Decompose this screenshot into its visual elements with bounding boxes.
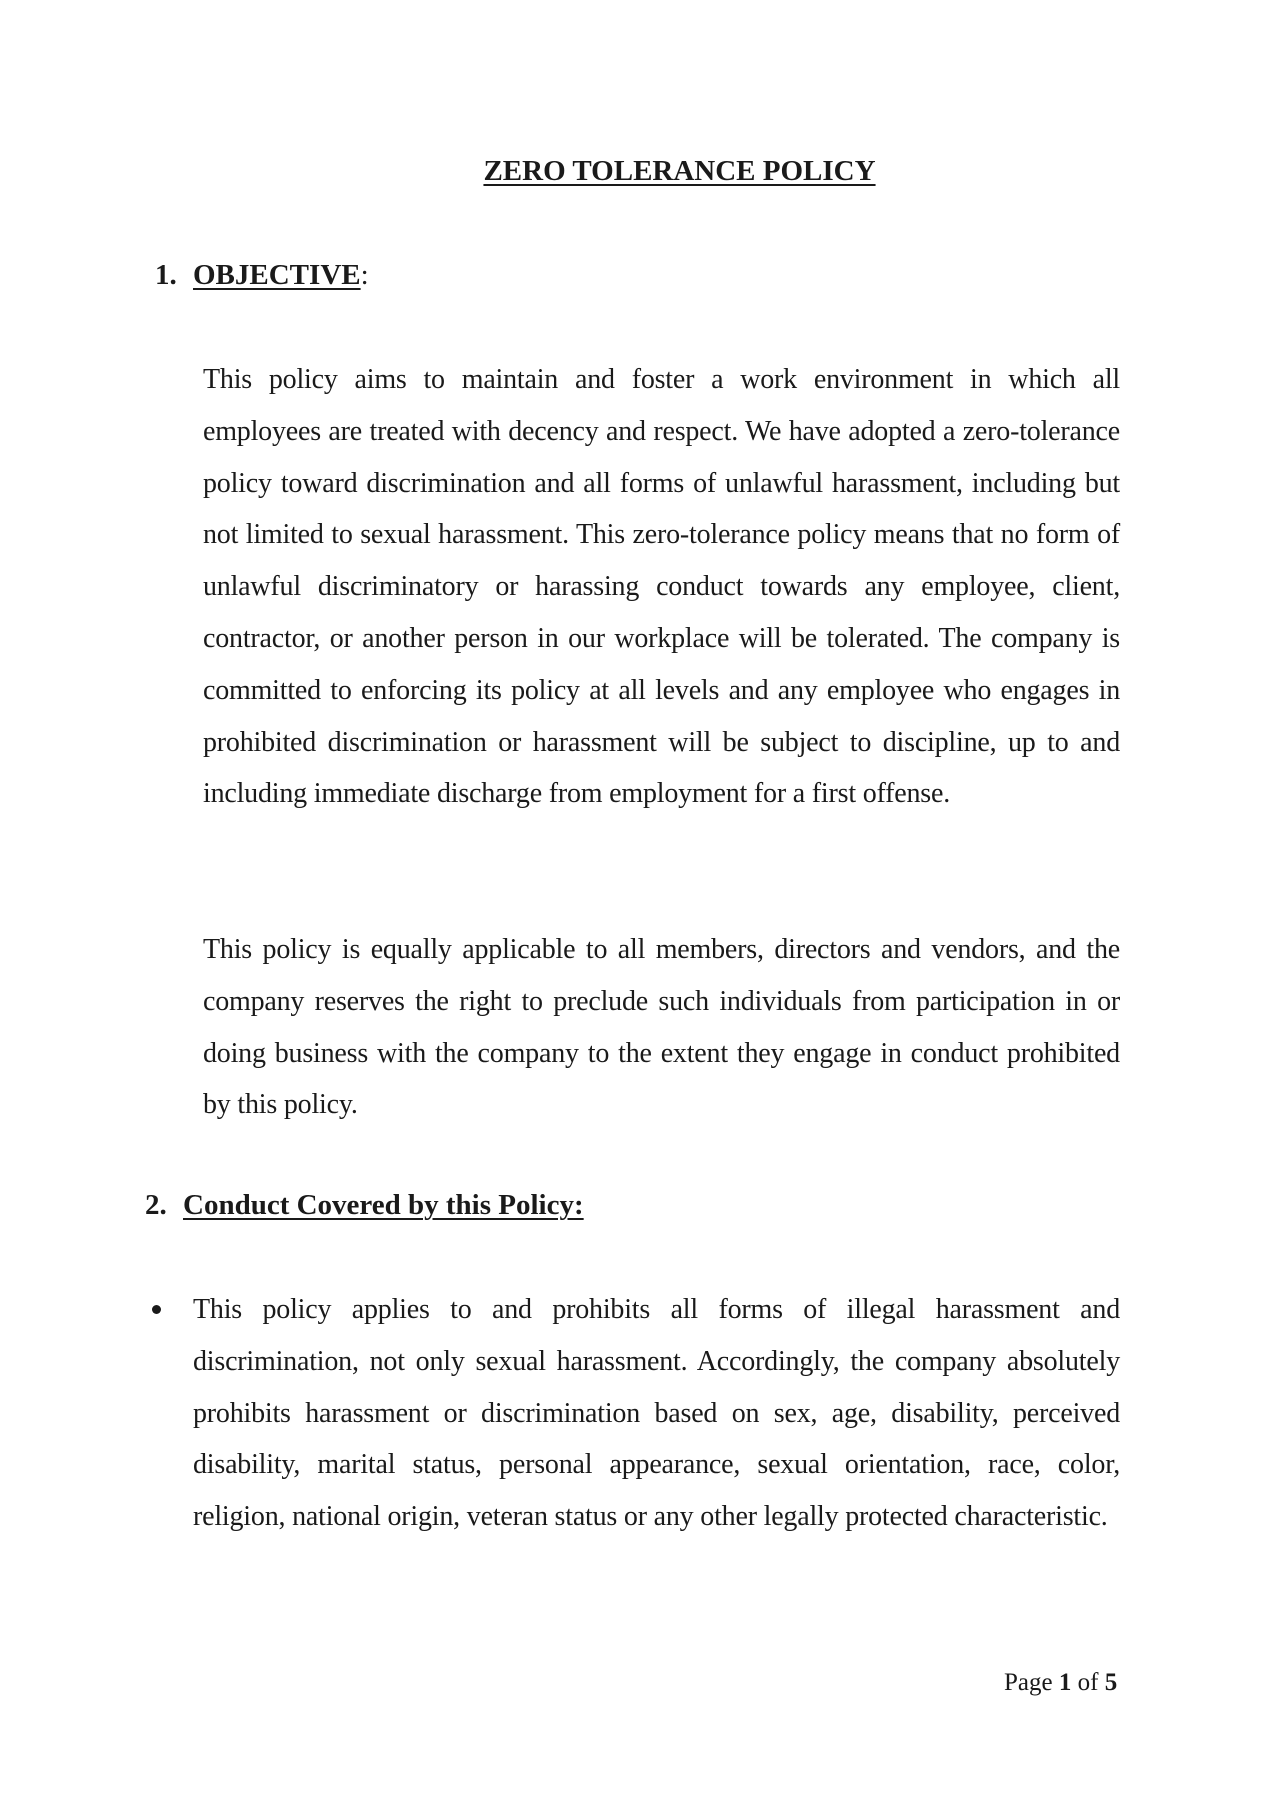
list-item-text: This policy applies to and prohibits all forms of illegal harassment and discrimination, not only sexual harassment. Accordingly, the company absolutely prohibits harassment or discrimination based on sex, age, disability, perceived disability, marital status, personal appearance, sexual orientation, race, color, religion, national origin, veteran status or any other legally protected characteristic. — [193, 1294, 1120, 1533]
bullet-icon — [152, 1305, 161, 1314]
section-title: OBJECTIVE — [193, 259, 361, 291]
current-page-number: 1 — [1058, 1669, 1072, 1696]
section-title-suffix: : — [573, 1189, 584, 1221]
document-title-text: ZERO TOLERANCE POLICY — [483, 155, 876, 187]
list-item — [150, 1284, 1120, 1543]
section-number: 1. — [155, 259, 177, 291]
of-label: of — [1077, 1669, 1099, 1696]
total-pages-number: 5 — [1104, 1669, 1118, 1696]
section-title-suffix: : — [360, 259, 369, 291]
section-title: Conduct Covered by this Policy — [183, 1189, 574, 1221]
objective-paragraph-1: This policy aims to maintain and foster a work environment in which all employees are treated with decency and respect. We have adopted a zero-tolerance policy toward discrimination and all forms of unlawful harassment, including but not limited to sexual harassment. This zero-tolerance policy means that no form of unlawful discriminatory or harassing conduct towards any employee, client, contractor, or another person in our workplace will be tolerated. The company is committed to enforcing its policy at all levels and any employee who engages in prohibited discrimination or harassment will be subject to discipline, up to and including immediate discharge from employment for a first offense. — [203, 364, 1120, 810]
section-number: 2. — [145, 1189, 167, 1221]
objective-paragraph-2: This policy is equally applicable to all members, directors and vendors, and the company reserves the right to preclude such individuals from participation in or doing business with the company to the extent they engage in conduct prohibited by this policy. — [203, 934, 1120, 1121]
section-heading-objective — [155, 257, 369, 293]
section-heading-conduct-covered — [145, 1187, 584, 1223]
conduct-bullet-list — [150, 1284, 1120, 1543]
document-title — [0, 153, 1269, 189]
page-label: Page — [1004, 1669, 1053, 1696]
page-number-footer — [1004, 1667, 1117, 1699]
